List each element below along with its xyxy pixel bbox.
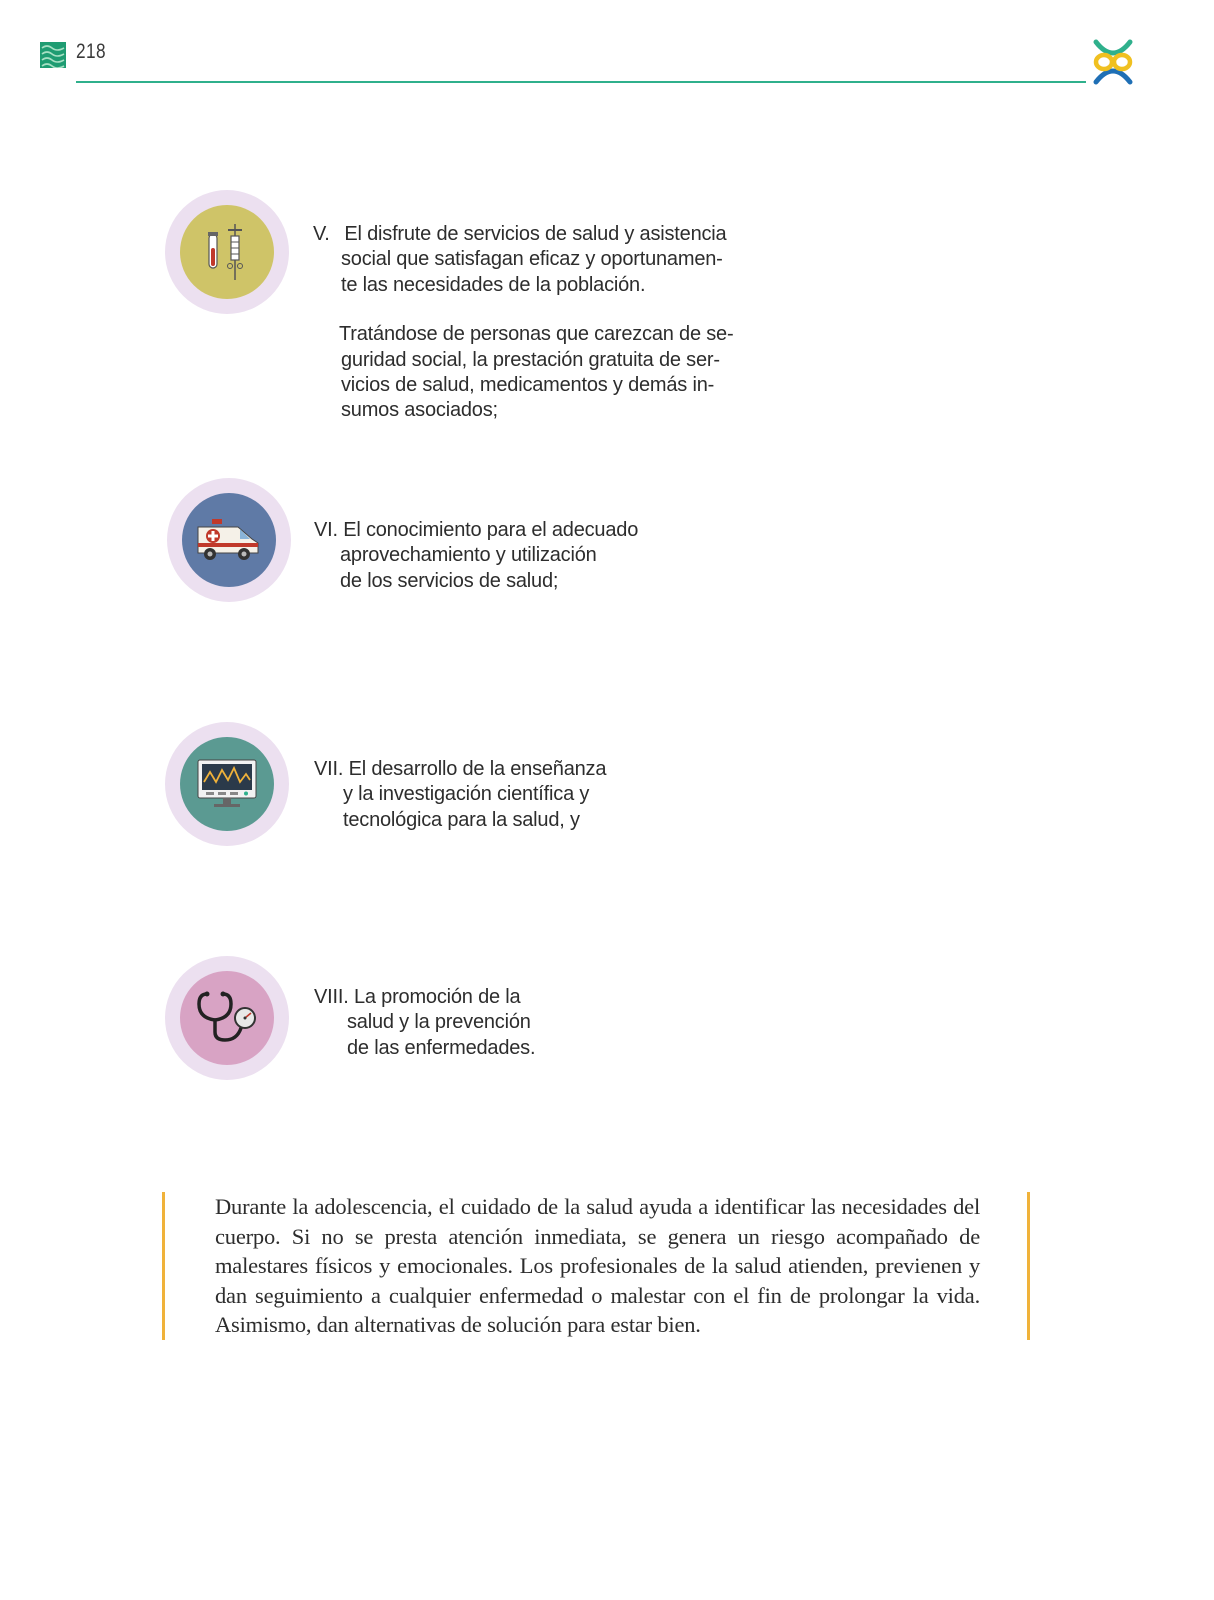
- item-viii-line-3: de las enfermedades.: [347, 1036, 536, 1059]
- note-text: Durante la adolescencia, el cuidado de la salud ayuda a identificar las necesidades del cuerpo. Si no se presta atención inmediata, se genera un riesgo acompañado de malestares físicos y emocionales. Los profesionales de la salud atienden, previenen y dan seguimiento a cualquier enfermedad o malestar con el fin de prolongar la vida. Asimismo, dan alternativas de solución para estar bien.: [215, 1194, 980, 1337]
- item-v-line-2: social que satisfagan eficaz y oportunamen-: [341, 248, 723, 271]
- page-number: 218: [76, 40, 106, 63]
- item-vii-text: [314, 757, 606, 833]
- item-v-text: [313, 222, 733, 424]
- item-v-line-1: El disfrute de servicios de salud y asistencia: [344, 223, 727, 245]
- item-vi-circle: [167, 478, 291, 602]
- item-viii-line-1: La promoción de la: [353, 986, 521, 1008]
- item-v-line-3: te las necesidades de la población.: [341, 273, 646, 296]
- item-v-para2-line-2: guridad social, la prestación gratuita de ser-: [341, 348, 720, 371]
- item-vi-line-3: de los servicios de salud;: [340, 569, 559, 592]
- heart-monitor-icon: [196, 758, 258, 810]
- item-viii-inner: [180, 971, 274, 1065]
- item-vii-inner: [180, 737, 274, 831]
- brand-logo-icon: [1090, 38, 1136, 86]
- item-vii-line-2: y la investigación científica y: [343, 783, 590, 806]
- item-vi-line-1: El conocimiento para el adecuado: [343, 519, 639, 541]
- item-viii-circle: [165, 956, 289, 1080]
- item-vi-text: [314, 518, 638, 594]
- item-v-para2-line-4: sumos asociados;: [341, 399, 498, 422]
- item-v-numeral: V.: [313, 223, 330, 245]
- note-box: [162, 1192, 1030, 1340]
- item-v-inner: [180, 205, 274, 299]
- ambulance-icon: [196, 517, 262, 563]
- item-v-para2-line-1: Tratándose de personas que carezcan de se-: [339, 323, 734, 346]
- item-viii-numeral: VIII.: [314, 986, 349, 1008]
- item-vi-numeral: VI.: [314, 519, 338, 541]
- item-v-para2-line-3: vicios de salud, medicamentos y demás in-: [341, 374, 715, 397]
- item-vi-line-2: aprovechamiento y utilización: [340, 544, 597, 567]
- header-badge-icon: [40, 42, 66, 68]
- item-v-circle: [165, 190, 289, 314]
- item-viii-line-2: salud y la prevención: [347, 1011, 531, 1034]
- medical-supplies-icon: [195, 220, 259, 284]
- header-rule: [76, 81, 1086, 83]
- item-vi-inner: [182, 493, 276, 587]
- item-vii-line-3: tecnológica para la salud, y: [343, 808, 580, 831]
- stethoscope-icon: [195, 988, 259, 1048]
- item-vii-numeral: VII.: [314, 758, 344, 780]
- item-vii-line-1: El desarrollo de la enseñanza: [348, 758, 607, 780]
- item-vii-circle: [165, 722, 289, 846]
- item-viii-text: [314, 985, 535, 1061]
